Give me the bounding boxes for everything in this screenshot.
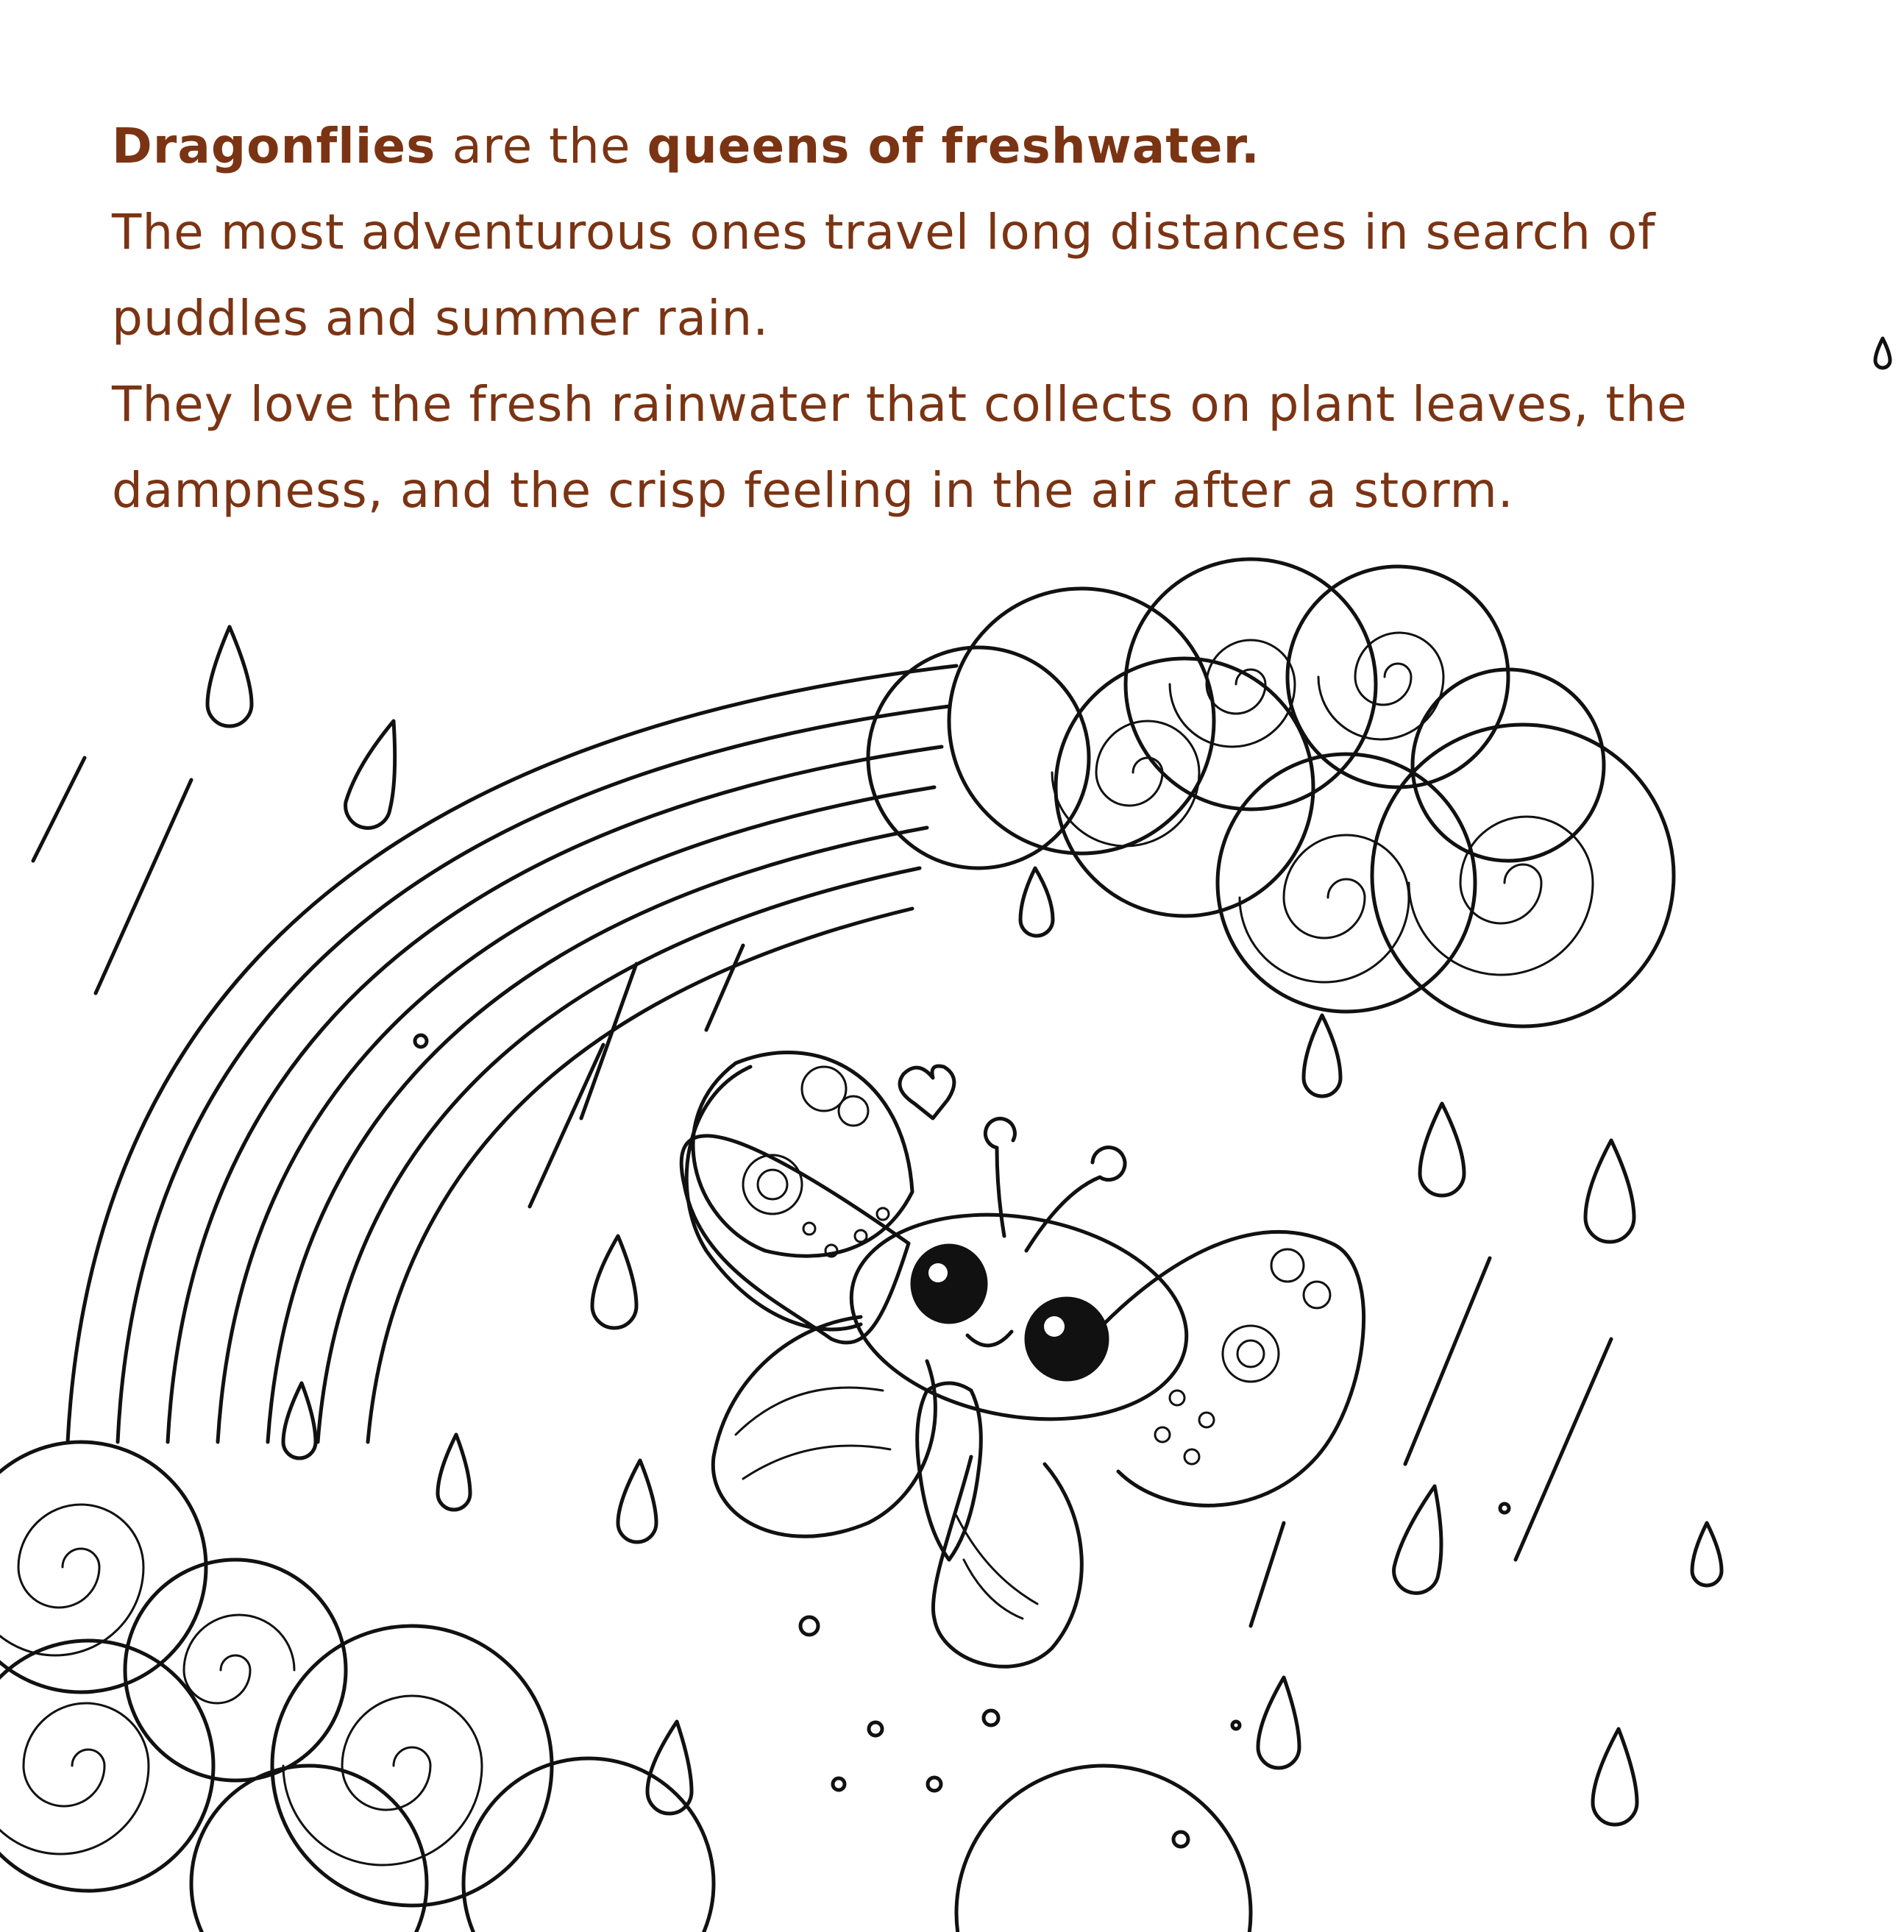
text-regular: are the xyxy=(452,118,631,174)
text-bold-dragonflies: Dragonflies xyxy=(112,118,436,174)
text-line-4: They love the fresh rainwater that collects on plant leaves, the xyxy=(112,376,1688,433)
storm-cloud xyxy=(868,559,1674,1096)
raindrops xyxy=(207,338,1890,1847)
text-line-2: The most adventurous ones travel long distances in search of xyxy=(112,204,1656,260)
text-bold-queens: queens of freshwater. xyxy=(647,118,1260,174)
text-line-5: dampness, and the crisp feeling in the air after a storm. xyxy=(112,462,1514,519)
text-line-3: puddles and summer rain. xyxy=(112,290,770,347)
rain-streaks xyxy=(33,758,1611,1626)
bottom-clouds xyxy=(0,1442,1251,1932)
butterfly xyxy=(681,1052,1363,1666)
